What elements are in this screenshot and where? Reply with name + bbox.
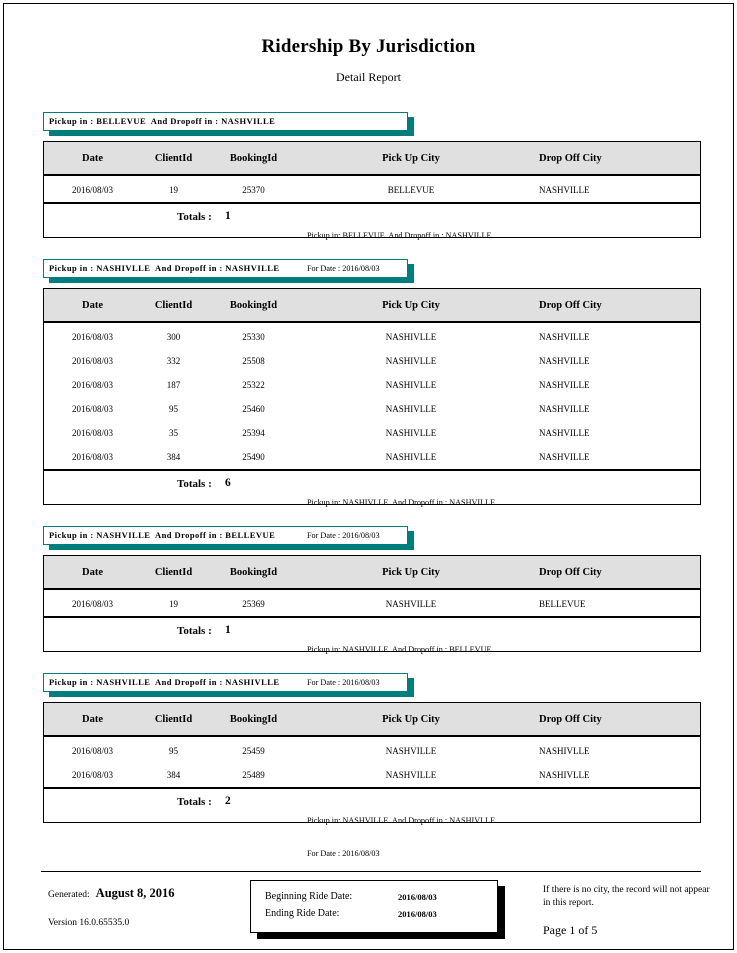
column-header-date: Date xyxy=(82,299,103,311)
column-header-bookingid: BookingId xyxy=(229,713,278,725)
cell-date: 2016/08/03 xyxy=(71,599,113,609)
totals-label: Totals : xyxy=(177,796,212,808)
table-row xyxy=(44,421,700,445)
cell-bookingid: 25330 xyxy=(242,332,265,342)
report-subtitle: Detail Report xyxy=(336,70,401,84)
column-header-dropoff-city: Drop Off City xyxy=(539,299,602,311)
totals-label: Totals : xyxy=(177,625,212,637)
table-row xyxy=(44,739,700,763)
column-header-dropoff-city: Drop Off City xyxy=(539,152,602,164)
column-header-clientid: ClientId xyxy=(154,713,193,725)
report-body xyxy=(43,112,710,950)
section-header-banner: Pickup in : NASHIVLLE And Dropoff in : NASHVILLE xyxy=(43,259,408,278)
beginning-ride-date-row xyxy=(265,888,497,905)
column-header-dropoff-city: Drop Off City xyxy=(539,713,602,725)
cell-dropoff-city: NASHVILLE xyxy=(539,380,590,390)
cell-pickup-city: NASHVILLE xyxy=(385,770,437,780)
totals-note xyxy=(307,208,492,296)
cell-clientid: 300 xyxy=(166,332,181,342)
cell-bookingid: 25460 xyxy=(242,404,265,414)
cell-clientid: 384 xyxy=(166,770,181,780)
version-text: Version 16.0.65535.0 xyxy=(48,918,130,928)
totals-value: 6 xyxy=(225,477,231,489)
cell-clientid: 384 xyxy=(166,452,181,462)
totals-value: 1 xyxy=(225,210,231,222)
totals-note-line2: For Date : 2016/08/03 xyxy=(307,849,380,858)
cell-clientid: 95 xyxy=(169,746,178,756)
generated-label: Generated: xyxy=(48,890,90,900)
totals-note-line2: For Date : 2016/08/03 xyxy=(307,531,380,540)
ending-ride-date-value: 2016/08/03 xyxy=(398,908,437,919)
table-body xyxy=(44,590,700,616)
table-row xyxy=(44,373,700,397)
cell-date: 2016/08/03 xyxy=(71,404,113,414)
cell-pickup-city: NASHVILLE xyxy=(385,746,437,756)
column-header-pickup-city: Pick Up City xyxy=(382,299,440,311)
cell-pickup-city: NASHIVLLE xyxy=(385,356,437,366)
column-header-clientid: ClientId xyxy=(154,566,193,578)
table-row xyxy=(44,325,700,349)
cell-pickup-city: BELLEVUE xyxy=(387,185,435,195)
totals-note-line1: Pickup in: NASHIVLLE And Dropoff in : NASHVILLE xyxy=(307,498,496,507)
section-header-banner: Pickup in : NASHVILLE And Dropoff in : BELLEVUE xyxy=(43,526,408,545)
table-body xyxy=(44,323,700,469)
no-city-note: If there is no city, the record will not appear in this report. xyxy=(543,885,710,908)
cell-pickup-city: NASHIVLLE xyxy=(385,428,437,438)
cell-dropoff-city: NASHVILLE xyxy=(539,428,590,438)
beginning-ride-date-label: Beginning Ride Date: xyxy=(265,891,353,902)
ending-ride-date-label: Ending Ride Date: xyxy=(265,908,340,919)
cell-bookingid: 25508 xyxy=(242,356,265,366)
cell-date: 2016/08/03 xyxy=(71,428,113,438)
table-row xyxy=(44,445,700,469)
table-row xyxy=(44,763,700,787)
table-body xyxy=(44,737,700,787)
cell-pickup-city: NASHIVLLE xyxy=(385,332,437,342)
table-row xyxy=(44,178,700,202)
cell-date: 2016/08/03 xyxy=(71,356,113,366)
cell-date: 2016/08/03 xyxy=(71,185,113,195)
cell-clientid: 19 xyxy=(169,599,178,609)
cell-clientid: 332 xyxy=(166,356,181,366)
cell-bookingid: 25489 xyxy=(242,770,265,780)
totals-note-line2: For Date : 2016/08/03 xyxy=(307,264,380,273)
cell-date: 2016/08/03 xyxy=(71,380,113,390)
cell-clientid: 95 xyxy=(169,404,178,414)
totals-value: 1 xyxy=(225,624,231,636)
cell-dropoff-city: NASHIVLLE xyxy=(539,746,590,756)
column-header-pickup-city: Pick Up City xyxy=(382,566,440,578)
page-number: Page 1 of 5 xyxy=(543,923,598,937)
column-header-bookingid: BookingId xyxy=(229,152,278,164)
cell-bookingid: 25459 xyxy=(242,746,265,756)
table-row xyxy=(44,592,700,616)
detail-table xyxy=(43,702,701,858)
totals-note-line1: Pickup in: NASHVILLE And Dropoff in : BELLEVUE xyxy=(307,645,492,654)
column-header-date: Date xyxy=(82,152,103,164)
cell-bookingid: 25369 xyxy=(242,599,265,609)
cell-date: 2016/08/03 xyxy=(71,746,113,756)
ride-date-range-box xyxy=(250,880,498,933)
report-page xyxy=(3,3,734,950)
cell-dropoff-city: NASHIVLLE xyxy=(539,770,590,780)
totals-row xyxy=(44,787,700,858)
totals-label: Totals : xyxy=(177,478,212,490)
cell-date: 2016/08/03 xyxy=(71,452,113,462)
section-header-banner: Pickup in : BELLEVUE And Dropoff in : NASHVILLE xyxy=(43,112,408,131)
cell-clientid: 19 xyxy=(169,185,178,195)
cell-bookingid: 25394 xyxy=(242,428,265,438)
column-header-dropoff-city: Drop Off City xyxy=(539,566,602,578)
table-row xyxy=(44,349,700,373)
section-header-banner: Pickup in : NASHVILLE And Dropoff in : NASHIVLLE xyxy=(43,673,408,692)
column-header-pickup-city: Pick Up City xyxy=(382,152,440,164)
column-header-date: Date xyxy=(82,713,103,725)
column-header-clientid: ClientId xyxy=(154,152,193,164)
totals-note xyxy=(307,475,495,563)
totals-note-line1: Pickup in: BELLEVUE And Dropoff in : NASHVILLE xyxy=(307,231,492,240)
report-footer xyxy=(43,872,710,950)
totals-note xyxy=(307,793,495,881)
column-header-clientid: ClientId xyxy=(154,299,193,311)
totals-note-line1: Pickup in: NASHVILLE And Dropoff in : NASHIVLLE xyxy=(307,816,496,825)
beginning-ride-date-value: 2016/08/03 xyxy=(398,891,437,902)
table-header-row xyxy=(44,142,700,176)
table-row xyxy=(44,397,700,421)
cell-pickup-city: NASHVILLE xyxy=(385,599,437,609)
table-body xyxy=(44,176,700,202)
column-header-pickup-city: Pick Up City xyxy=(382,713,440,725)
cell-pickup-city: NASHIVLLE xyxy=(385,404,437,414)
cell-bookingid: 25370 xyxy=(242,185,265,195)
cell-dropoff-city: NASHVILLE xyxy=(539,452,590,462)
cell-dropoff-city: NASHVILLE xyxy=(539,404,590,414)
totals-label: Totals : xyxy=(177,211,212,223)
cell-dropoff-city: BELLEVUE xyxy=(539,599,586,609)
cell-dropoff-city: NASHVILLE xyxy=(539,185,590,195)
cell-clientid: 187 xyxy=(166,380,181,390)
cell-pickup-city: NASHIVLLE xyxy=(385,452,437,462)
cell-pickup-city: NASHIVLLE xyxy=(385,380,437,390)
totals-note-line2: For Date : 2016/08/03 xyxy=(307,678,380,687)
generated-date: August 8, 2016 xyxy=(95,886,175,900)
report-title: Ridership By Jurisdiction xyxy=(261,36,476,57)
column-header-date: Date xyxy=(82,566,103,578)
cell-dropoff-city: NASHVILLE xyxy=(539,332,590,342)
cell-bookingid: 25490 xyxy=(242,452,265,462)
generated-line xyxy=(48,886,175,901)
cell-dropoff-city: NASHVILLE xyxy=(539,356,590,366)
cell-date: 2016/08/03 xyxy=(71,770,113,780)
totals-value: 2 xyxy=(225,795,231,807)
ending-ride-date-row xyxy=(265,905,497,922)
cell-clientid: 35 xyxy=(169,428,178,438)
cell-bookingid: 25322 xyxy=(242,380,265,390)
column-header-bookingid: BookingId xyxy=(229,299,278,311)
cell-date: 2016/08/03 xyxy=(71,332,113,342)
column-header-bookingid: BookingId xyxy=(229,566,278,578)
totals-note xyxy=(307,622,492,710)
